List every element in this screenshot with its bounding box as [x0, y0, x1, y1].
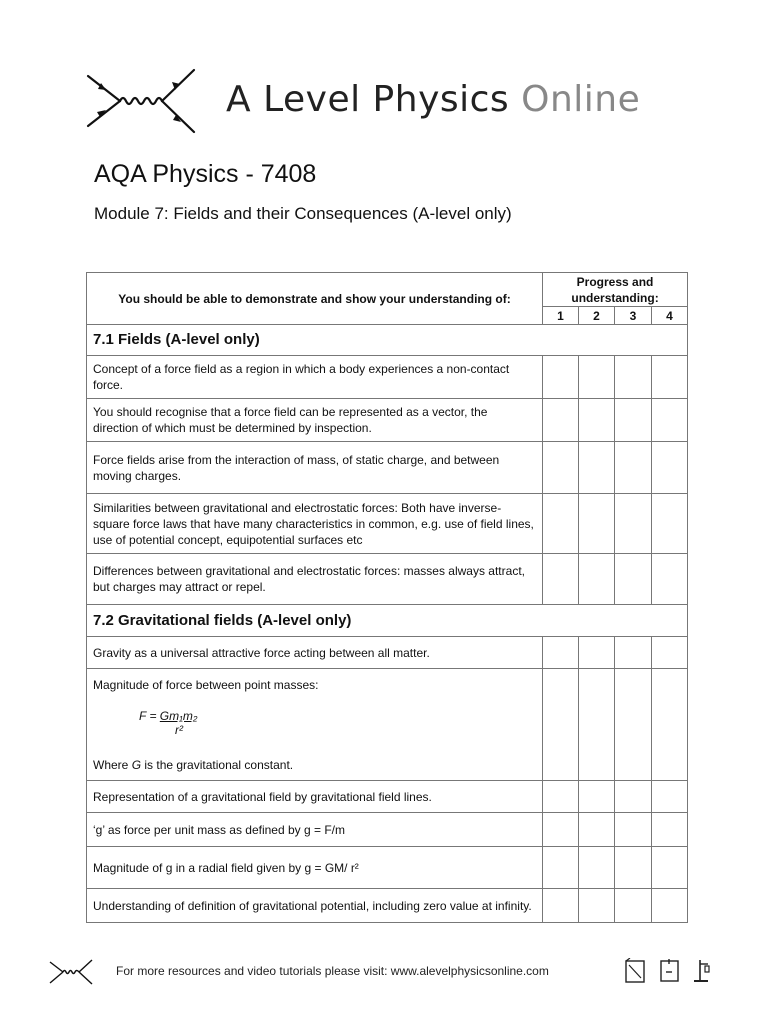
table-row: [87, 399, 688, 442]
table-row: [87, 669, 688, 781]
progress-box-2[interactable]: [579, 847, 615, 889]
section-row: [87, 605, 688, 637]
progress-box-3[interactable]: [615, 494, 652, 554]
table-row: [87, 847, 688, 889]
statement: Gravity as a universal attractive force acting between all matter.: [87, 637, 543, 669]
table-row: [87, 889, 688, 923]
progress-box-1[interactable]: [543, 889, 579, 923]
progress-box-3[interactable]: [615, 889, 652, 923]
progress-box-1[interactable]: [543, 554, 579, 605]
progress-box-3[interactable]: [615, 813, 652, 847]
progress-box-3[interactable]: [615, 399, 652, 442]
progress-box-1[interactable]: [543, 399, 579, 442]
checklist-table: [86, 272, 688, 923]
table-row: [87, 494, 688, 554]
progress-box-3[interactable]: [615, 442, 652, 494]
header-progress-cell: Progress and understanding:: [543, 273, 688, 307]
circuit-icon: [658, 958, 682, 984]
formula-numerator: Gm₁m₂: [159, 708, 198, 723]
progress-box-3[interactable]: [615, 637, 652, 669]
progress-box-4[interactable]: [652, 781, 688, 813]
clamp-stand-icon: [690, 958, 714, 984]
feynman-diagram-logo-icon: [84, 66, 198, 136]
section-title: 7.1 Fields (A-level only): [87, 325, 688, 356]
progress-box-3[interactable]: [615, 356, 652, 399]
page-title: AQA Physics - 7408: [94, 160, 317, 188]
brand-main: A Level Physics: [226, 79, 522, 120]
level-4: 4: [652, 307, 688, 325]
level-1: 1: [543, 307, 579, 325]
progress-box-4[interactable]: [652, 399, 688, 442]
formula-note: [93, 757, 536, 773]
progress-box-2[interactable]: [579, 554, 615, 605]
progress-box-2[interactable]: [579, 399, 615, 442]
statement-with-formula: [87, 669, 543, 781]
statement: Differences between gravitational and electrostatic forces: masses always attract, but charges may attract or repel.: [87, 554, 543, 605]
progress-box-2[interactable]: [579, 442, 615, 494]
table-row: [87, 781, 688, 813]
table-row: [87, 637, 688, 669]
table-row: [87, 442, 688, 494]
note-prefix: Where: [93, 757, 132, 772]
level-3: 3: [615, 307, 652, 325]
progress-box-4[interactable]: [652, 813, 688, 847]
progress-box-4[interactable]: [652, 669, 688, 781]
table-row: [87, 813, 688, 847]
progress-box-2[interactable]: [579, 356, 615, 399]
progress-box-4[interactable]: [652, 356, 688, 399]
brand-accent: Online: [521, 79, 641, 120]
statement: Magnitude of g in a radial field given by g = GM/ r²: [87, 847, 543, 889]
table-header-row: [87, 273, 688, 307]
formula-denominator: r²: [175, 722, 183, 737]
section-row: [87, 325, 688, 356]
note-symbol: G: [131, 757, 142, 772]
progress-box-1[interactable]: [543, 847, 579, 889]
progress-box-4[interactable]: [652, 494, 688, 554]
progress-box-4[interactable]: [652, 889, 688, 923]
progress-box-1[interactable]: [543, 781, 579, 813]
statement: Similarities between gravitational and electrostatic forces: Both have inverse-square force laws that have many characteristics in common, e.g. use of field lines, use of potential concept, equipotential surfaces etc: [87, 494, 543, 554]
statement: You should recognise that a force field can be represented as a vector, the direction of which must be determined by inspection.: [87, 399, 543, 442]
footer-feynman-logo-icon: [48, 958, 94, 986]
progress-box-1[interactable]: [543, 494, 579, 554]
brand-wordmark: [226, 76, 640, 124]
progress-box-1[interactable]: [543, 356, 579, 399]
progress-box-4[interactable]: [652, 554, 688, 605]
section-title: 7.2 Gravitational fields (A-level only): [87, 605, 688, 637]
progress-box-3[interactable]: [615, 847, 652, 889]
statement: ‘g’ as force per unit mass as defined by g = F/m: [87, 813, 543, 847]
formula-lhs: F =: [139, 708, 160, 723]
header-main-cell: You should be able to demonstrate and show your understanding of:: [87, 273, 543, 325]
progress-box-2[interactable]: [579, 889, 615, 923]
table-row: [87, 554, 688, 605]
level-2: 2: [579, 307, 615, 325]
progress-box-2[interactable]: [579, 781, 615, 813]
statement: Concept of a force field as a region in which a body experiences a non-contact force.: [87, 356, 543, 399]
progress-box-3[interactable]: [615, 669, 652, 781]
table-row: [87, 356, 688, 399]
progress-box-4[interactable]: [652, 442, 688, 494]
progress-box-2[interactable]: [579, 669, 615, 781]
gravitation-formula: [93, 709, 536, 737]
statement: Understanding of definition of gravitational potential, including zero value at infinity.: [87, 889, 543, 923]
progress-box-2[interactable]: [579, 494, 615, 554]
page-subtitle: Module 7: Fields and their Consequences (A-level only): [94, 204, 512, 223]
progress-box-1[interactable]: [543, 442, 579, 494]
statement: Representation of a gravitational field by gravitational field lines.: [87, 781, 543, 813]
statement: Force fields arise from the interaction of mass, of static charge, and between moving charges.: [87, 442, 543, 494]
progress-box-3[interactable]: [615, 781, 652, 813]
progress-box-2[interactable]: [579, 813, 615, 847]
progress-box-3[interactable]: [615, 554, 652, 605]
progress-box-4[interactable]: [652, 847, 688, 889]
progress-box-1[interactable]: [543, 637, 579, 669]
progress-box-2[interactable]: [579, 637, 615, 669]
progress-box-1[interactable]: [543, 813, 579, 847]
statement: Magnitude of force between point masses:: [93, 677, 319, 692]
progress-box-4[interactable]: [652, 637, 688, 669]
note-suffix: is the gravitational constant.: [141, 757, 294, 772]
notebook-icon: [624, 958, 648, 984]
footer-text: For more resources and video tutorials please visit: www.alevelphysicsonline.com: [116, 964, 549, 978]
progress-box-1[interactable]: [543, 669, 579, 781]
